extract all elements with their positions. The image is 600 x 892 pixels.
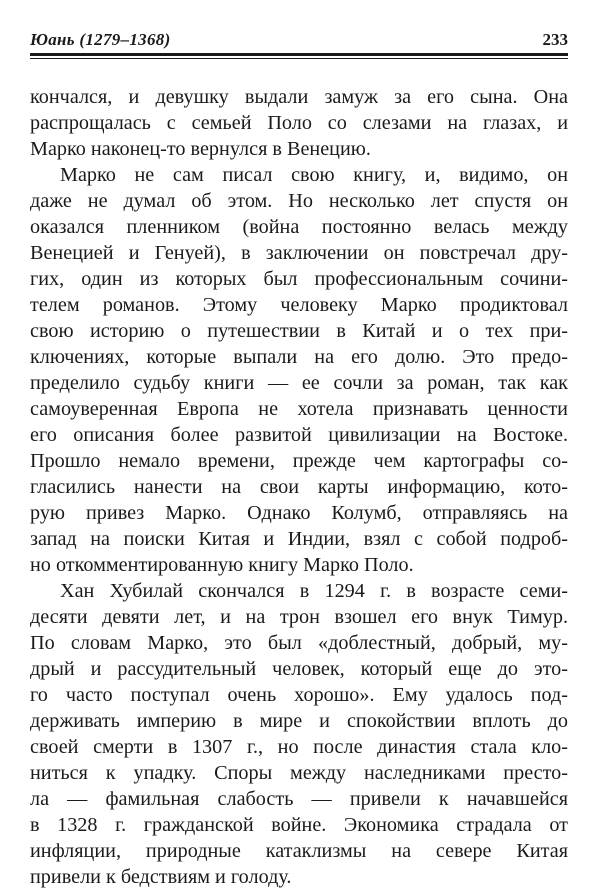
- text-line: инфляции, природные катаклизмы на севере Китая: [30, 840, 568, 862]
- text-line: держивать империю в мире и спокойствии вплоть до: [30, 710, 568, 732]
- text-line: в 1328 г. гражданской войне. Экономика страдала от: [30, 814, 568, 836]
- text-line: оказался пленником (война постоянно велась между: [30, 216, 568, 238]
- text-line: дрый и рассудительный человек, который еще до это-: [30, 658, 568, 680]
- text-line: распрощалась с семьей Поло со слезами на глазах, и: [30, 112, 568, 134]
- text-line: гласились нанести на свои карты информацию, кото-: [30, 476, 568, 498]
- text-line: привели к бедствиям и голоду.: [30, 866, 292, 888]
- text-line: но откомментированную книгу Марко Поло.: [30, 554, 414, 576]
- text-line: даже не думал об этом. Но несколько лет спустя он: [30, 190, 568, 212]
- text-line: телем романов. Этому человеку Марко продиктовал: [30, 294, 568, 316]
- text-line: ла — фамильная слабость — привели к начавшейся: [30, 788, 568, 810]
- text-line: гих, один из которых был профессиональным сочини-: [30, 268, 568, 290]
- text-line: го часто поступал очень хорошо». Ему удалось под-: [30, 684, 568, 706]
- header-rule-thin: [30, 58, 568, 59]
- header-rule-thick: [30, 53, 568, 56]
- text-line: ключениях, которые выпали на его долю. Это предо-: [30, 346, 568, 368]
- text-line: кончался, и девушку выдали замуж за его сына. Она: [30, 86, 568, 108]
- text-line: Марко наконец-то вернулся в Венецию.: [30, 138, 371, 160]
- text-line: пределило судьбу книги — ее сочли за роман, так как: [30, 372, 568, 394]
- text-line: его описания более развитой цивилизации на Востоке.: [30, 424, 568, 446]
- page-number: 233: [542, 30, 568, 49]
- text-line: Венецией и Генуей), в заключении он повстречал дру-: [30, 242, 568, 264]
- text-line: десяти девяти лет, и на трон взошел его внук Тимур.: [30, 606, 568, 628]
- text-line: Хан Хубилай скончался в 1294 г. в возрасте семи-: [60, 580, 568, 602]
- text-line: рую привез Марко. Однако Колумб, отправляясь на: [30, 502, 568, 524]
- text-line: Марко не сам писал свою книгу, и, видимо, он: [60, 164, 568, 186]
- text-line: самоуверенная Европа не хотела признавать ценности: [30, 398, 568, 420]
- text-line: своей смерти в 1307 г., но после династия стала кло-: [30, 736, 568, 758]
- text-line: запад на поиски Китая и Индии, взял с собой подроб-: [30, 528, 568, 550]
- text-line: По словам Марко, это был «доблестный, добрый, му-: [30, 632, 568, 654]
- text-line: свою историю о путешествии в Китай и о тех при-: [30, 320, 568, 342]
- running-title: Юань (1279–1368): [30, 30, 171, 49]
- text-line: Прошло немало времени, прежде чем картографы со-: [30, 450, 568, 472]
- page-header: [30, 28, 568, 54]
- body-text: [30, 84, 568, 890]
- text-line: ниться к упадку. Споры между наследниками престо-: [30, 762, 568, 784]
